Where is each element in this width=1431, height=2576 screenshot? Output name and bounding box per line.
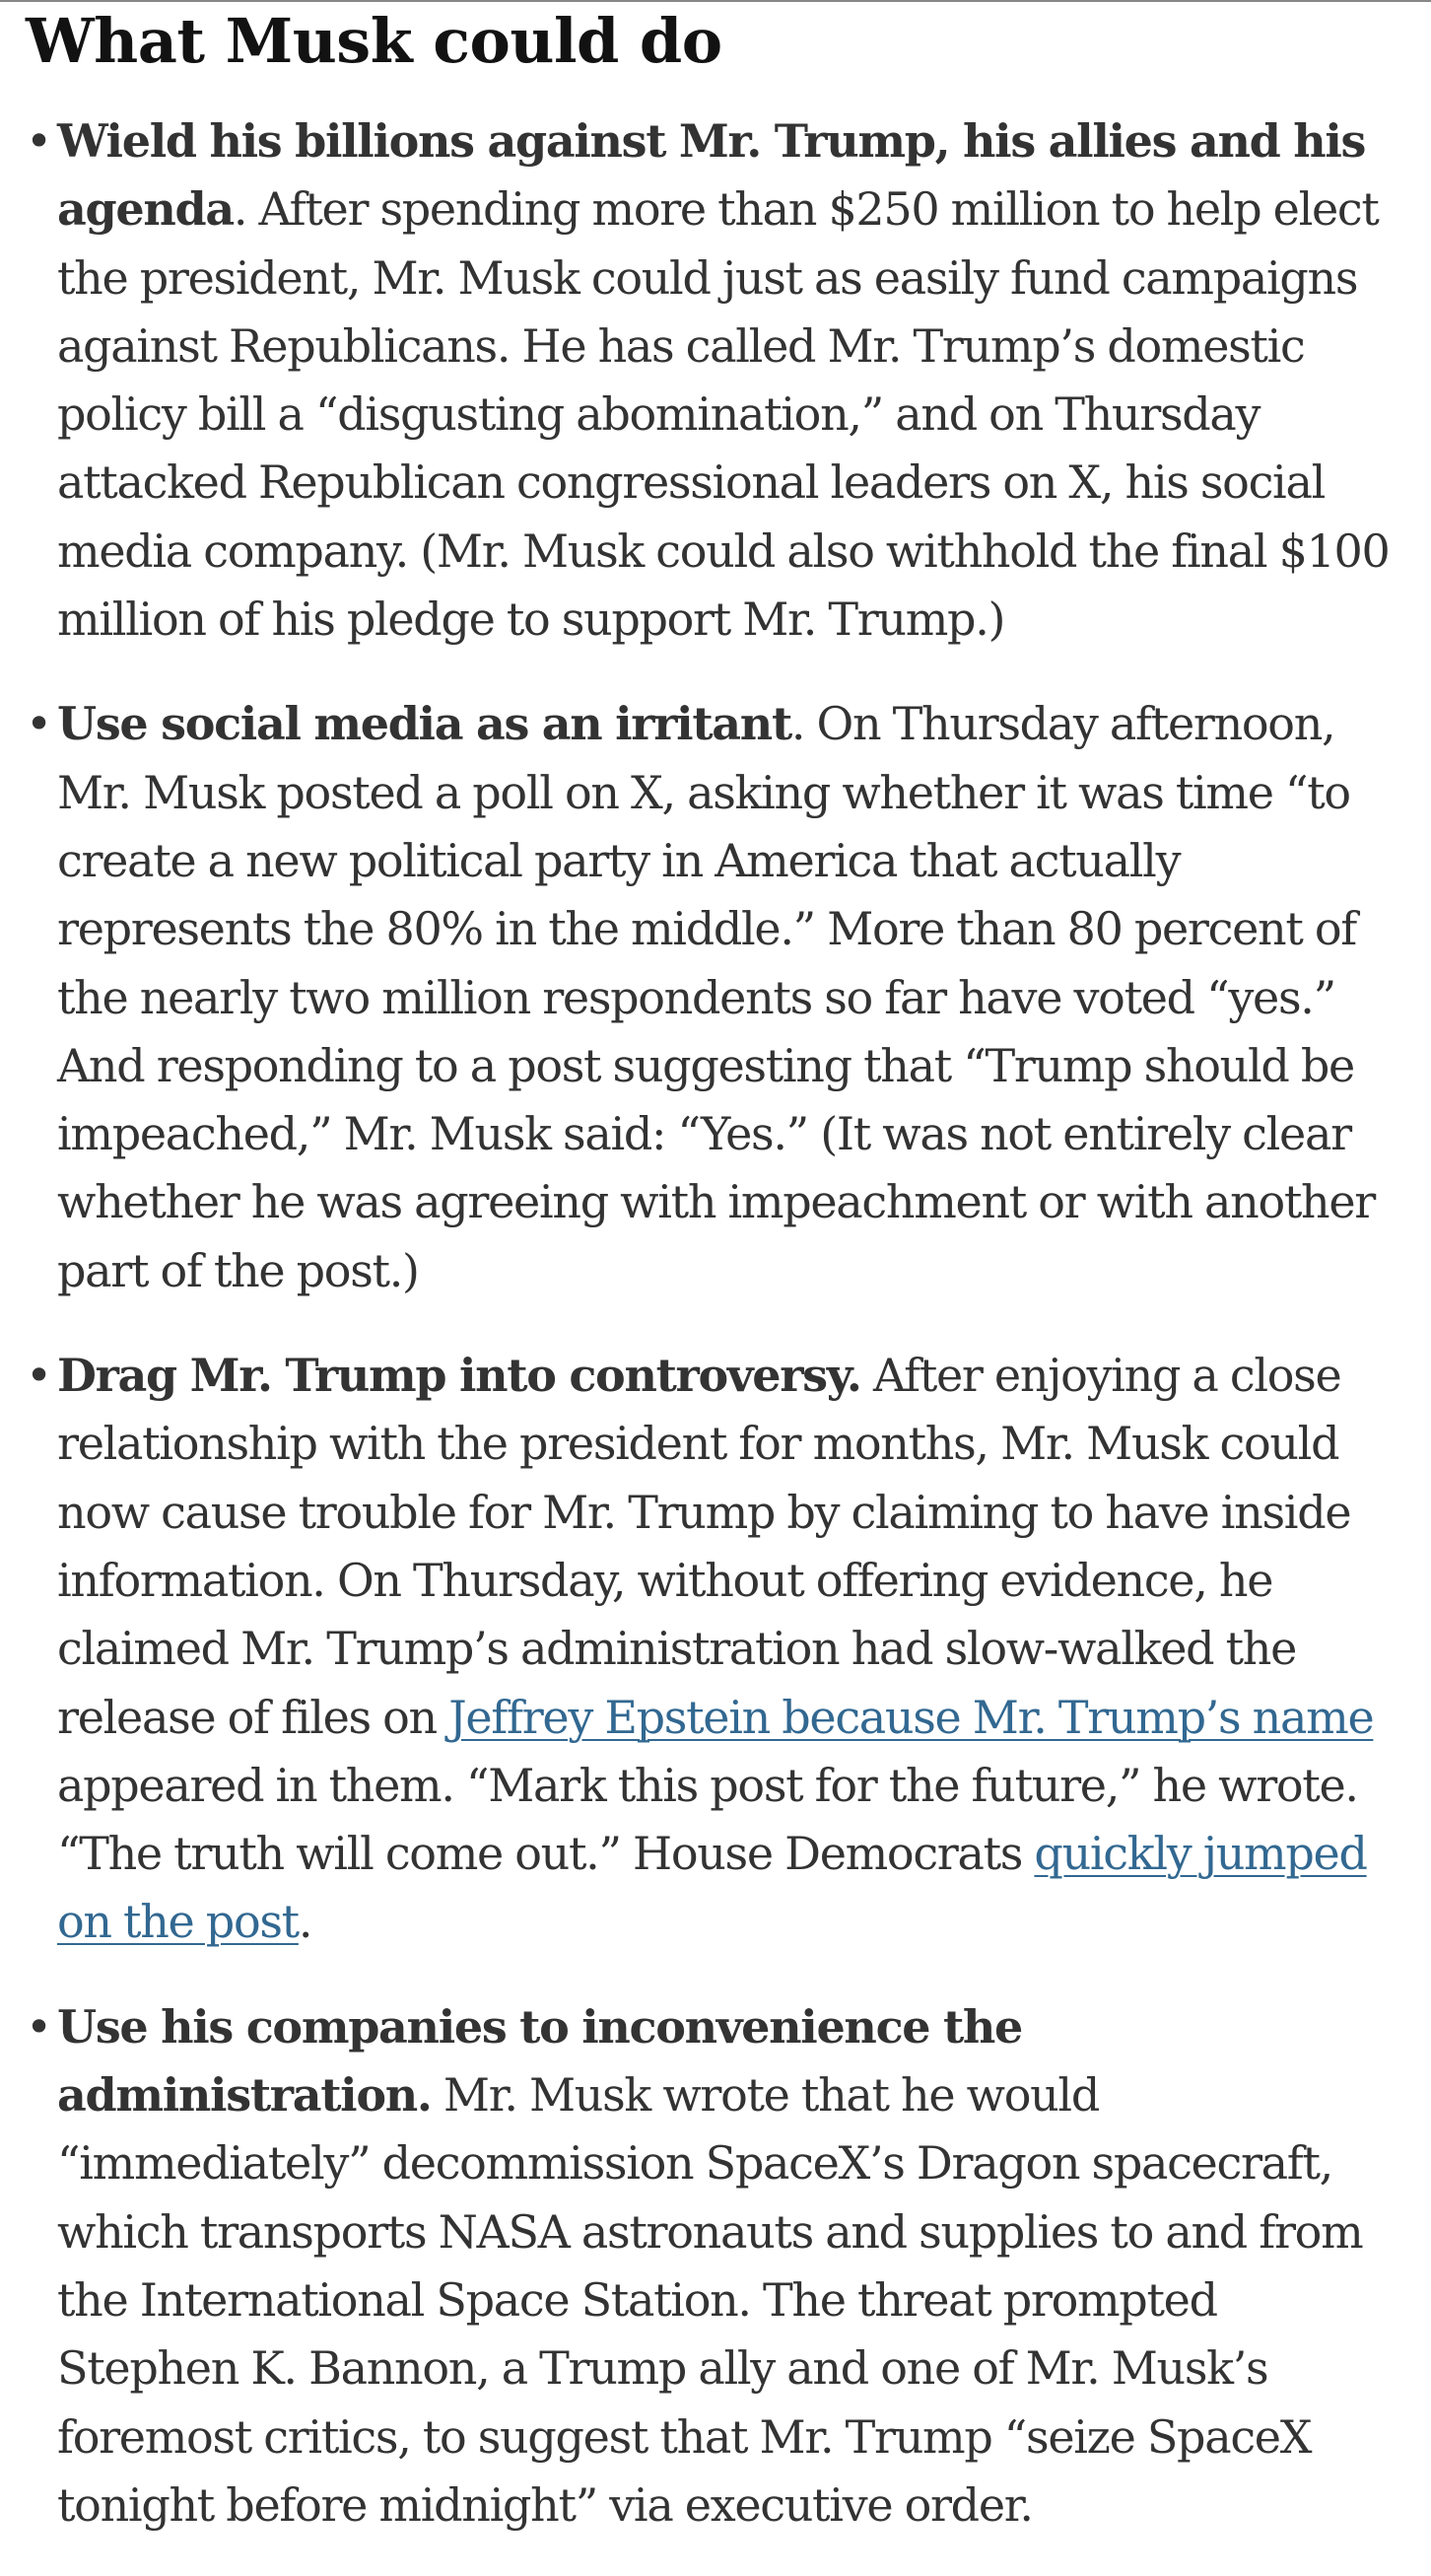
house-democrats-link[interactable]: quickly jumped on the post	[57, 1827, 1367, 1949]
article-section	[26, 0, 1405, 2576]
item-body: .	[298, 1895, 312, 1949]
item-body: appeared in them. “Mark this post for the future,” he wrote. “The truth will come out.” House Democrats	[57, 1758, 1358, 1881]
item-lead: Drag Mr. Trump into controversy.	[57, 1349, 861, 1403]
item-lead-punct: .	[233, 182, 247, 237]
bullet-icon: •	[26, 1999, 51, 2054]
bullet-icon: •	[26, 697, 51, 751]
item-lead: Wield his billions against Mr. Trump, his allies and his agenda	[57, 114, 1366, 237]
list-item	[26, 107, 1405, 654]
item-lead-punct: .	[790, 697, 805, 751]
list-item	[26, 690, 1405, 1305]
item-lead: Use social media as an irritant	[57, 697, 791, 751]
bullet-icon: •	[26, 1349, 51, 1403]
bullet-list	[26, 107, 1405, 2540]
list-item	[26, 1993, 1405, 2540]
list-item	[26, 1342, 1405, 1957]
bullet-icon: •	[26, 114, 51, 168]
section-heading: What Musk could do	[26, 5, 722, 77]
epstein-files-link[interactable]: Jeffrey Epstein because Mr. Trump’s name	[448, 1690, 1374, 1744]
item-body: On Thursday afternoon, Mr. Musk posted a poll on X, asking whether it was time “to create a new political party in America that actually represents the 80% in the middle.” More than 80 percent of the nearly two million respondents so far have voted “yes.” And responding to a post suggesting that “Trump should be impeached,” Mr. Musk said: “Yes.” (It was not entirely clear whether he was agreeing with impeachment or with another part of the post.)	[57, 697, 1375, 1297]
item-lead: Use his companies to inconvenience the administration.	[57, 1999, 1023, 2123]
item-body: Mr. Musk wrote that he would “immediately” decommission SpaceX’s Dragon spacecraft, which transports NASA astronauts and supplies to and from the International Space Station. The threat prompted Stephen K. Bannon, a Trump ally and one of Mr. Musk’s foremost critics, to suggest that Mr. Trump “seize SpaceX tonight before midnight” via executive order.	[57, 2068, 1363, 2532]
item-body: After spending more than $250 million to help elect the president, Mr. Musk could just as easily fund campaigns against Republicans. He has called Mr. Trump’s domestic policy bill a “disgusting abomination,” and on Thursday attacked Republican congressional leaders on X, his social media company. (Mr. Musk could also withhold the final $100 million of his pledge to support Mr. Trump.)	[57, 182, 1390, 647]
item-body: After enjoying a close relationship with the president for months, Mr. Musk could now cause trouble for Mr. Trump by claiming to have inside information. On Thursday, without offering evidence, he claimed Mr. Trump’s administration had slow-walked the release of files on	[57, 1349, 1351, 1744]
